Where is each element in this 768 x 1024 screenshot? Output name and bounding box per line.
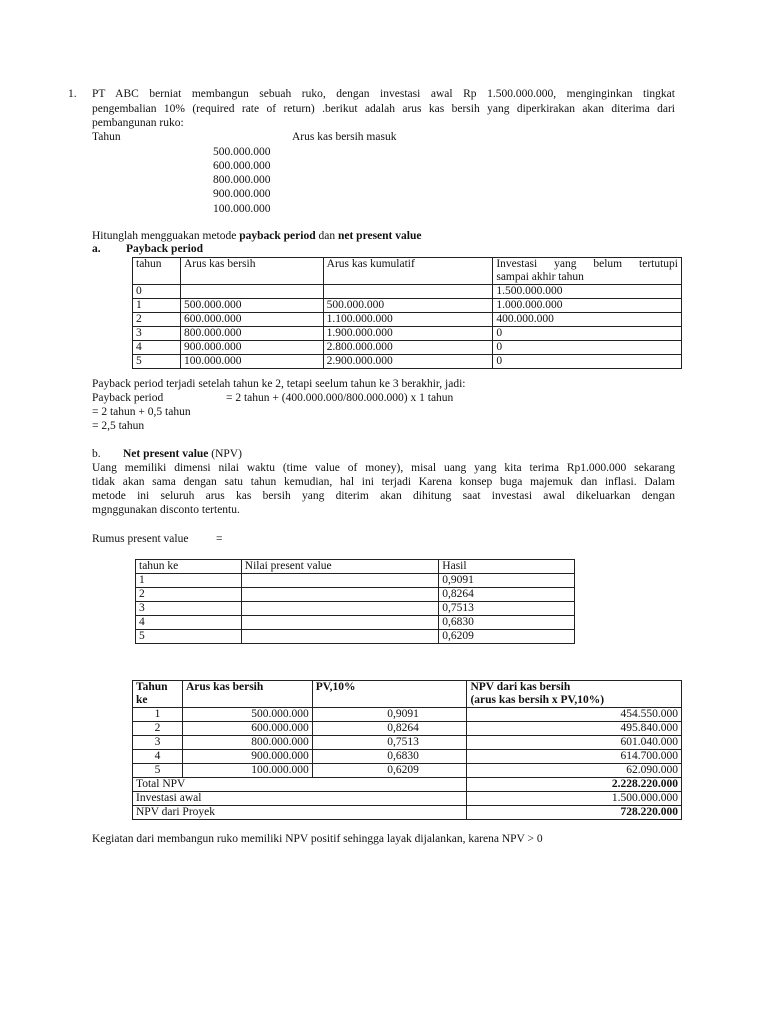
col-label-arus: Arus kas bersih masuk <box>292 131 397 143</box>
cell: 495.840.000 <box>467 722 682 736</box>
table-header-cell: Arus kas kumulatif <box>323 258 493 285</box>
cell: 1 <box>136 574 242 588</box>
npv-table <box>132 680 682 820</box>
payback-step: = 2 tahun + 0,5 tahun <box>92 406 191 418</box>
cell: 5 <box>136 630 242 644</box>
section-b-title: Net present value (NPV) <box>123 448 242 460</box>
cell: 500.000.000 <box>323 299 493 313</box>
cell <box>180 285 323 299</box>
cell: 2.228.220.000 <box>467 778 682 792</box>
table-row <box>133 285 682 299</box>
cell: 2 <box>133 313 181 327</box>
payback-table <box>132 257 682 369</box>
table-header-cell: tahun <box>133 258 181 285</box>
table-row <box>133 736 682 750</box>
cell: 728.220.000 <box>467 806 682 820</box>
payback-explanation: Payback period terjadi setelah tahun ke 2, tetapi seelum tahun ke 3 berakhir, jadi: <box>92 378 466 390</box>
cell: 0,6209 <box>439 630 575 644</box>
table-row <box>136 588 575 602</box>
conclusion: Kegiatan dari membangun ruko memiliki NPV positif sehingga layak dijalankan, karena NPV > 0 <box>92 833 543 845</box>
total-npv-row <box>133 778 682 792</box>
table-header-cell: NPV dari kas bersih (arus kas bersih x PV,10%) <box>467 681 682 708</box>
table-row <box>136 574 575 588</box>
cell <box>241 616 439 630</box>
cell: 0 <box>493 327 682 341</box>
table-header-cell: Tahun ke <box>133 681 183 708</box>
cell: 4 <box>133 341 181 355</box>
cell: 1.900.000.000 <box>323 327 493 341</box>
table-row <box>133 299 682 313</box>
table-header-cell: Nilai present value <box>241 560 439 574</box>
cell: 4 <box>136 616 242 630</box>
section-a-title: Payback period <box>126 243 203 255</box>
table-row <box>133 355 682 369</box>
cell: 800.000.000 <box>180 327 323 341</box>
npv-paragraph-line: tidak akan sama dengan satu tahun kemudian, hal ini terjadi Karena konsep buga majemuk dan inflasi. Dalam <box>92 476 675 488</box>
flow-item: 500.000.000 <box>213 146 271 158</box>
cell: 1 <box>133 299 181 313</box>
payback-result: = 2,5 tahun <box>92 420 145 432</box>
table-row <box>136 630 575 644</box>
table-header-cell: PV,10% <box>312 681 467 708</box>
cell: 0,8264 <box>312 722 467 736</box>
table-row <box>133 764 682 778</box>
cell: 5 <box>133 764 183 778</box>
cell: 0 <box>493 341 682 355</box>
npv-paragraph-line: Uang memiliki dimensi nilai waktu (time value of money), misal uang yang kita terima Rp1.000.000 sekarang <box>92 462 675 474</box>
cell <box>241 574 439 588</box>
section-b-letter: b. <box>92 448 101 460</box>
cell: Total NPV <box>133 778 467 792</box>
cell: 454.550.000 <box>467 708 682 722</box>
cell: 600.000.000 <box>182 722 312 736</box>
col-label-tahun: Tahun <box>92 131 121 143</box>
table-header-cell: Arus kas bersih <box>180 258 323 285</box>
cell: 3 <box>136 602 242 616</box>
cell: 800.000.000 <box>182 736 312 750</box>
cell: 100.000.000 <box>182 764 312 778</box>
cell <box>241 630 439 644</box>
section-a-letter: a. <box>92 243 101 255</box>
cell: 1 <box>133 708 183 722</box>
table-row <box>136 602 575 616</box>
table-row <box>133 313 682 327</box>
cell: 4 <box>133 750 183 764</box>
cell: 100.000.000 <box>180 355 323 369</box>
question-line-3: pembangunan ruko: <box>92 117 184 129</box>
table-row <box>133 750 682 764</box>
cell: 0,7513 <box>439 602 575 616</box>
cell: 2.800.000.000 <box>323 341 493 355</box>
cell: 0,8264 <box>439 588 575 602</box>
cell: 0,6830 <box>439 616 575 630</box>
table-row <box>133 722 682 736</box>
cell: 1.500.000.000 <box>493 285 682 299</box>
table-header-cell: tahun ke <box>136 560 242 574</box>
cell: 900.000.000 <box>180 341 323 355</box>
flow-item: 900.000.000 <box>213 188 271 200</box>
cell: 0,6209 <box>312 764 467 778</box>
flow-item: 100.000.000 <box>213 203 271 215</box>
cell: 600.000.000 <box>180 313 323 327</box>
project-npv-row <box>133 806 682 820</box>
table-header-cell: Investasi yang belum tertutupi sampai akhir tahun <box>493 258 682 285</box>
table-header-cell: Hasil <box>439 560 575 574</box>
table-header-cell: Arus kas bersih <box>182 681 312 708</box>
table-header-row <box>133 681 682 708</box>
cell: 400.000.000 <box>493 313 682 327</box>
cell: 2 <box>136 588 242 602</box>
cell: 500.000.000 <box>180 299 323 313</box>
cell: 3 <box>133 736 183 750</box>
instruction-line: Hitunglah mengguakan metode payback period dan net present value <box>92 230 422 242</box>
cell: 0,6830 <box>312 750 467 764</box>
rumus-label: Rumus present value <box>92 533 189 545</box>
cell: 0 <box>133 285 181 299</box>
cell: 2.900.000.000 <box>323 355 493 369</box>
pv-table <box>135 559 575 644</box>
cell: 500.000.000 <box>182 708 312 722</box>
table-header-row <box>133 258 682 285</box>
flow-item: 800.000.000 <box>213 174 271 186</box>
cell: 900.000.000 <box>182 750 312 764</box>
cell: NPV dari Proyek <box>133 806 467 820</box>
payback-label: Payback period <box>92 392 164 404</box>
cell: 601.040.000 <box>467 736 682 750</box>
cell: 1.500.000.000 <box>467 792 682 806</box>
initial-investment-row <box>133 792 682 806</box>
cell <box>323 285 493 299</box>
question-line-2: pengembalian 10% (required rate of return) .berikut adalah arus kas bersih yang diperkirakan akan diterima dari <box>92 103 675 115</box>
payback-formula: = 2 tahun + (400.000.000/800.000.000) x 1 tahun <box>226 392 454 404</box>
cell: 0 <box>493 355 682 369</box>
table-row <box>133 341 682 355</box>
cell: 0,9091 <box>312 708 467 722</box>
cell: 3 <box>133 327 181 341</box>
table-row <box>136 616 575 630</box>
table-row <box>133 327 682 341</box>
npv-paragraph-line: mgnggunakan disconto tertentu. <box>92 504 240 516</box>
flow-item: 600.000.000 <box>213 160 271 172</box>
cell <box>241 588 439 602</box>
cell: 0,7513 <box>312 736 467 750</box>
rumus-equals: = <box>216 533 223 545</box>
cell: 0,9091 <box>439 574 575 588</box>
cell: 1.100.000.000 <box>323 313 493 327</box>
cell: 62.090.000 <box>467 764 682 778</box>
cell: 2 <box>133 722 183 736</box>
table-row <box>133 708 682 722</box>
cell: Investasi awal <box>133 792 467 806</box>
cell: 614.700.000 <box>467 750 682 764</box>
cell: 1.000.000.000 <box>493 299 682 313</box>
cell: 5 <box>133 355 181 369</box>
question-number: 1. <box>68 88 77 100</box>
cell <box>241 602 439 616</box>
table-header-row <box>136 560 575 574</box>
question-line-1: PT ABC berniat membangun sebuah ruko, dengan investasi awal Rp 1.500.000.000, menginginkan tingkat <box>92 88 675 100</box>
npv-paragraph-line: metode ini seluruh arus kas bersih yang diterim akan dihitung saat investasi awal dikeluarkan dengan <box>92 490 675 502</box>
